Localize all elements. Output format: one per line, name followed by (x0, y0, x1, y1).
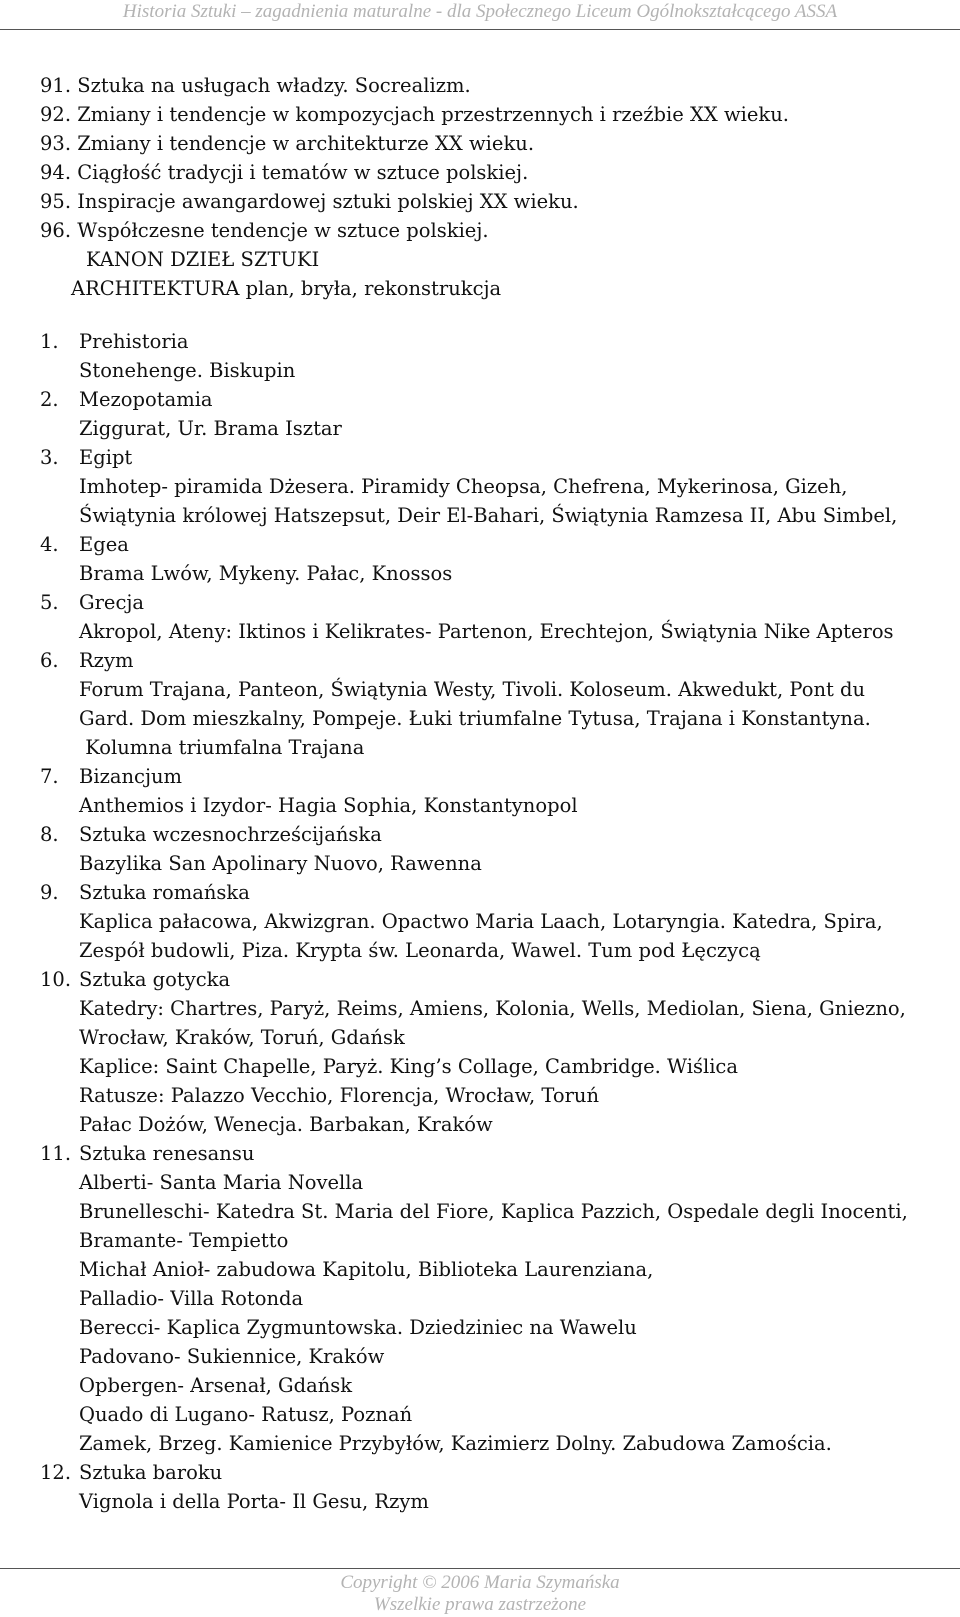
canon-item (40, 530, 950, 588)
canon-item-line: Stonehenge. Biskupin (79, 359, 296, 382)
section-gap (40, 303, 950, 327)
canon-item-line: Quado di Lugano- Ratusz, Poznań (79, 1403, 413, 1426)
canon-item-heading (40, 646, 950, 675)
canon-item-title: Egea (79, 533, 129, 556)
topic-item: 92. Zmiany i tendencje w kompozycjach przestrzennych i rzeźbie XX wieku. (40, 103, 789, 126)
canon-item-heading (40, 762, 950, 791)
canon-item-line: Kolumna triumfalna Trajana (79, 736, 365, 759)
canon-item-line: Akropol, Ateny: Iktinos i Kelikrates- Partenon, Erechtejon, Świątynia Nike Apteros (79, 620, 894, 643)
topic-item: 94. Ciągłość tradycji i tematów w sztuce polskiej. (40, 161, 529, 184)
canon-subtitle: ARCHITEKTURA plan, bryła, rekonstrukcja (71, 277, 502, 300)
canon-item-heading (40, 327, 950, 356)
canon-item-number: 1. (40, 330, 59, 353)
topic-item: 91. Sztuka na usługach władzy. Socrealizm. (40, 74, 471, 97)
canon-item (40, 820, 950, 878)
canon-item-line: Bazylika San Apolinary Nuovo, Rawenna (79, 852, 482, 875)
topic-item: 95. Inspiracje awangardowej sztuki polskiej XX wieku. (40, 190, 579, 213)
footer-text (0, 1572, 960, 1616)
canon-item-heading (40, 965, 950, 994)
canon-item-line: Zespół budowli, Piza. Krypta św. Leonarda, Wawel. Tum pod Łęczycą (79, 939, 761, 962)
canon-item-title: Bizancjum (79, 765, 183, 788)
canon-item-line: Brunelleschi- Katedra St. Maria del Fiore, Kaplica Pazzich, Ospedale degli Inocenti, (79, 1200, 908, 1223)
canon-item-line: Opbergen- Arsenał, Gdańsk (79, 1374, 353, 1397)
canon-item-number: 7. (40, 765, 59, 788)
canon-item-title: Grecja (79, 591, 145, 614)
canon-item-line: Alberti- Santa Maria Novella (79, 1171, 364, 1194)
topic-item: 96. Współczesne tendencje w sztuce polskiej. (40, 219, 489, 242)
canon-item (40, 965, 950, 1139)
canon-item-line: Michał Anioł- zabudowa Kapitolu, Biblioteka Laurenziana, (79, 1258, 654, 1281)
canon-item-title: Sztuka wczesnochrześcijańska (79, 823, 382, 846)
canon-item-line: Vignola i della Porta- Il Gesu, Rzym (79, 1490, 429, 1513)
canon-item-line: Anthemios i Izydor- Hagia Sophia, Konstantynopol (79, 794, 578, 817)
canon-item (40, 588, 950, 646)
canon-item-number: 10. (40, 968, 72, 991)
canon-item-number: 9. (40, 881, 59, 904)
canon-item-heading (40, 820, 950, 849)
canon-item-number: 12. (40, 1461, 72, 1484)
canon-item-title: Sztuka baroku (79, 1461, 223, 1484)
canon-item-number: 6. (40, 649, 59, 672)
canon-item-line: Świątynia królowej Hatszepsut, Deir El-Bahari, Świątynia Ramzesa II, Abu Simbel, (79, 504, 898, 527)
canon-item-line: Brama Lwów, Mykeny. Pałac, Knossos (79, 562, 453, 585)
header-title: Historia Sztuki – zagadnienia maturalne - dla Społecznego Liceum Ogólnokształcącego ASSA (122, 1, 838, 22)
canon-item-line: Gard. Dom mieszkalny, Pompeje. Łuki triumfalne Tytusa, Trajana i Konstantyna. (79, 707, 871, 730)
topic-list (40, 71, 950, 245)
canon-item-line: Bramante- Tempietto (79, 1229, 289, 1252)
canon-item-title: Egipt (79, 446, 133, 469)
footer-divider (0, 1568, 960, 1569)
canon-item-heading (40, 1458, 950, 1487)
canon-item-number: 4. (40, 533, 59, 556)
canon-item-number: 2. (40, 388, 59, 411)
canon-item-line: Pałac Dożów, Wenecja. Barbakan, Kraków (79, 1113, 493, 1136)
header-divider (0, 29, 960, 30)
canon-item-title: Mezopotamia (79, 388, 213, 411)
page-header (0, 0, 960, 30)
canon-item (40, 1458, 950, 1516)
canon-item-line: Forum Trajana, Panteon, Świątynia Westy, Tivoli. Koloseum. Akwedukt, Pont du (79, 678, 866, 701)
canon-item-title: Sztuka renesansu (79, 1142, 255, 1165)
canon-item-line: Katedry: Chartres, Paryż, Reims, Amiens, Kolonia, Wells, Mediolan, Siena, Gniezno, (79, 997, 906, 1020)
topic-item: 93. Zmiany i tendencje w architekturze XX wieku. (40, 132, 535, 155)
canon-item (40, 646, 950, 762)
canon-item-number: 5. (40, 591, 59, 614)
canon-item-line: Zamek, Brzeg. Kamienice Przybyłów, Kazimierz Dolny. Zabudowa Zamościa. (79, 1432, 832, 1455)
footer-copyright: Copyright © 2006 Maria Szymańska (340, 1572, 620, 1593)
canon-item-line: Kaplica pałacowa, Akwizgran. Opactwo Maria Laach, Lotaryngia. Katedra, Spira, (79, 910, 883, 933)
canon-item-title: Prehistoria (79, 330, 189, 353)
canon-item-heading (40, 1139, 950, 1168)
canon-item (40, 443, 950, 530)
canon-item-title: Sztuka romańska (79, 881, 250, 904)
canon-item (40, 762, 950, 820)
canon-item-line: Padovano- Sukiennice, Kraków (79, 1345, 385, 1368)
canon-item-heading (40, 878, 950, 907)
canon-item-number: 11. (40, 1142, 72, 1165)
canon-list (40, 327, 950, 1516)
canon-item (40, 878, 950, 965)
canon-item-line: Wrocław, Kraków, Toruń, Gdańsk (79, 1026, 405, 1049)
footer-rights: Wszelkie prawa zastrzeżone (373, 1594, 587, 1615)
canon-item-line: Berecci- Kaplica Zygmuntowska. Dziedziniec na Wawelu (79, 1316, 637, 1339)
canon-item-number: 3. (40, 446, 59, 469)
canon-item-line: Ratusze: Palazzo Vecchio, Florencja, Wrocław, Toruń (79, 1084, 600, 1107)
canon-item-line: Palladio- Villa Rotonda (79, 1287, 304, 1310)
canon-item (40, 385, 950, 443)
canon-item-heading (40, 530, 950, 559)
canon-item-title: Sztuka gotycka (79, 968, 231, 991)
canon-item-heading (40, 588, 950, 617)
canon-item (40, 327, 950, 385)
canon-item-title: Rzym (79, 649, 134, 672)
canon-item-line: Kaplice: Saint Chapelle, Paryż. King’s Collage, Cambridge. Wiślica (79, 1055, 738, 1078)
canon-title: KANON DZIEŁ SZTUKI (86, 248, 320, 271)
canon-item (40, 1139, 950, 1458)
document-body (40, 71, 950, 1516)
canon-item-number: 8. (40, 823, 59, 846)
canon-item-line: Ziggurat, Ur. Brama Isztar (79, 417, 342, 440)
canon-item-heading (40, 443, 950, 472)
canon-item-heading (40, 385, 950, 414)
canon-item-line: Imhotep- piramida Dżesera. Piramidy Cheopsa, Chefrena, Mykerinosa, Gizeh, (79, 475, 848, 498)
